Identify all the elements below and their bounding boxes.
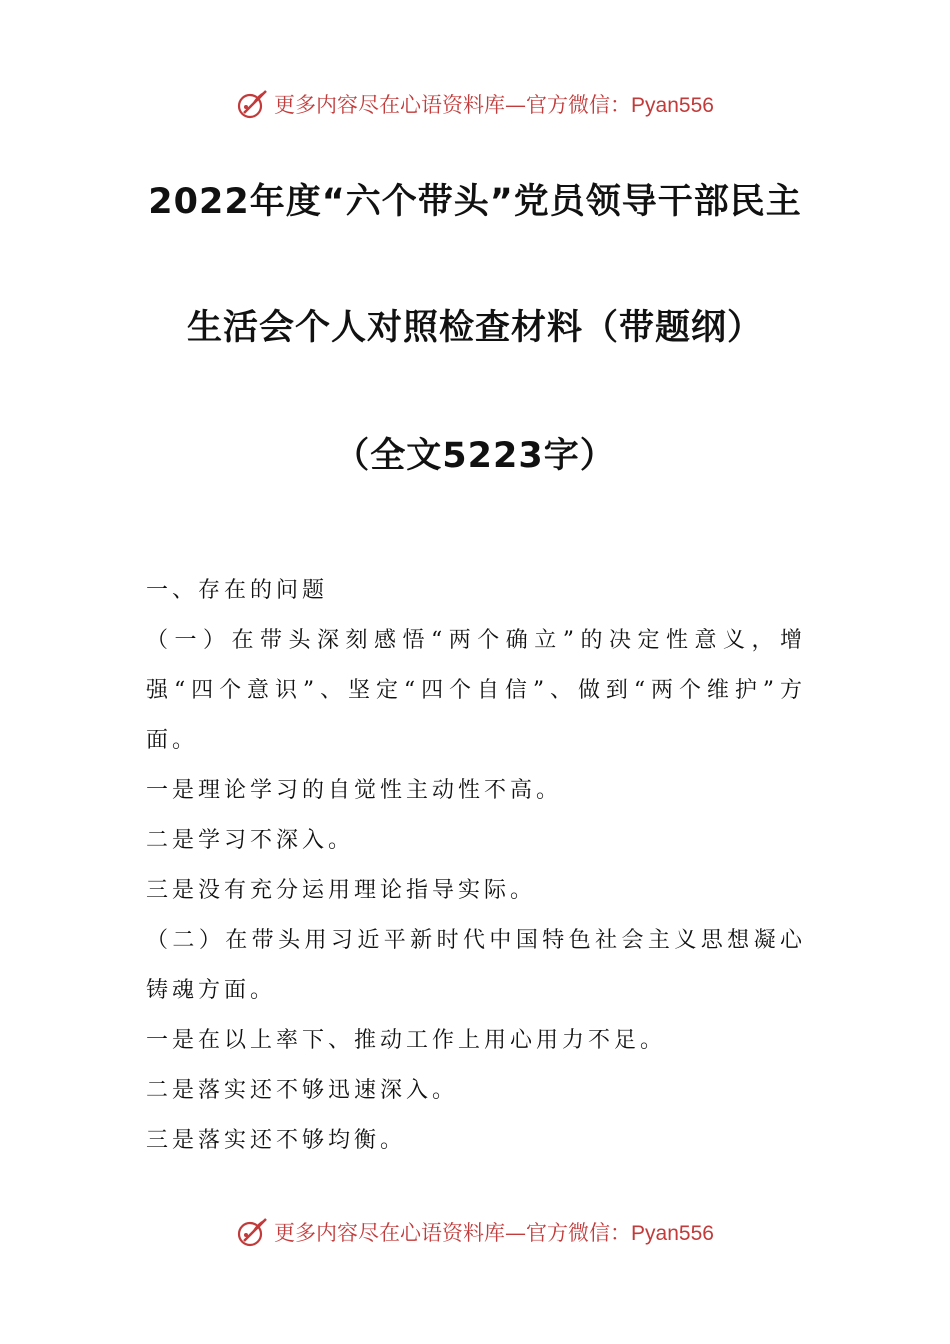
body-paragraph: 一是理论学习的自觉性主动性不高。 (146, 778, 563, 803)
body-paragraph: 三是没有充分运用理论指导实际。 (146, 878, 537, 903)
document-word-count: （全文5223字） (334, 436, 616, 476)
subsection-heading: （二）在带头用习近平新时代中国特色社会主义思想凝心铸魂方面。 (146, 928, 806, 1003)
section-heading: 一、存在的问题 (146, 578, 329, 603)
watermark-header (0, 84, 950, 124)
document-title-line-1: 2022年度“六个带头”党员领导干部民主 (148, 182, 802, 222)
body-paragraph: 三是落实还不够均衡。 (146, 1128, 407, 1153)
quill-logo-icon (236, 1215, 270, 1249)
body-paragraph: 二是学习不深入。 (146, 828, 355, 853)
quill-logo-icon (236, 87, 270, 121)
body-paragraph: 二是落实还不够迅速深入。 (146, 1078, 459, 1103)
document-body (146, 566, 806, 1166)
document-title-line-2: 生活会个人对照检查材料（带题纲） (186, 308, 763, 348)
watermark-footer (0, 1212, 950, 1252)
watermark-text: 更多内容尽在心语资料库—官方微信：Pyan556 (274, 93, 714, 117)
body-paragraph: 一是在以上率下、推动工作上用心用力不足。 (146, 1028, 667, 1053)
subsection-heading: （一）在带头深刻感悟“两个确立”的决定性意义，增强“四个意识”、坚定“四个自信”、做到“两个维护”方面。 (146, 628, 806, 753)
watermark-text: 更多内容尽在心语资料库—官方微信：Pyan556 (274, 1221, 714, 1245)
